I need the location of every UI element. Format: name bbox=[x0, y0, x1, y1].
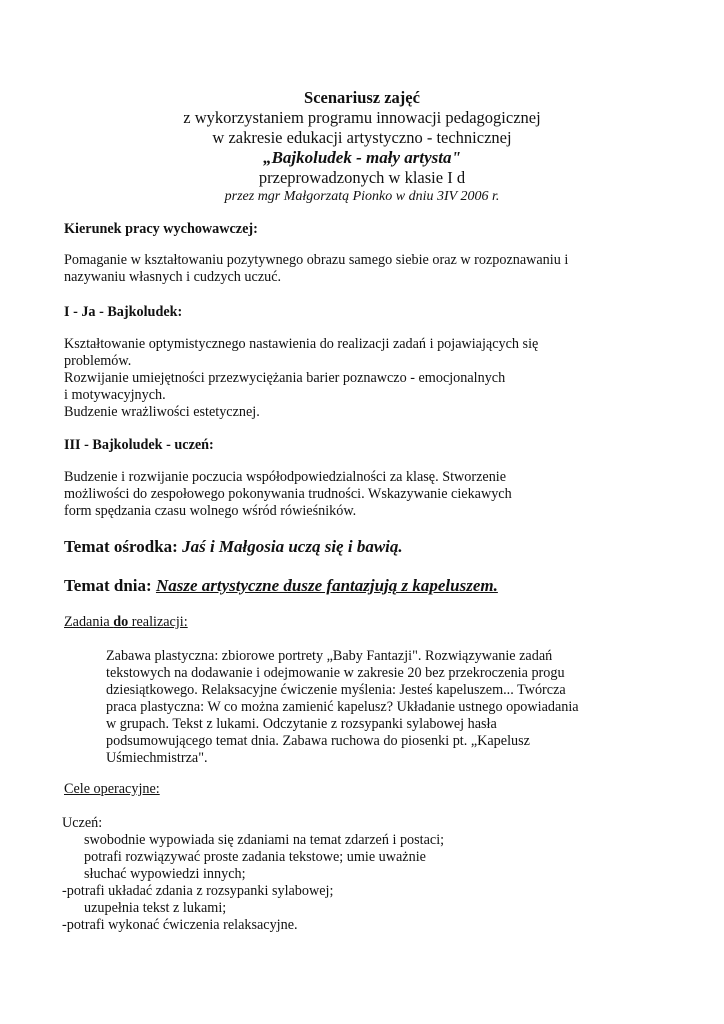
text-line: Pomaganie w kształtowaniu pozytywnego obrazu samego siebie oraz w rozpoznawaniu i bbox=[64, 252, 569, 268]
text-line: Uśmiechmistrza". bbox=[106, 750, 208, 766]
cele-item: -potrafi wykonać ćwiczenia relaksacyjne. bbox=[62, 917, 298, 933]
text-line: form spędzania czasu wolnego wśród rówieśników. bbox=[64, 503, 357, 519]
zadania-heading-post: realizacji: bbox=[128, 614, 188, 630]
text-line: Kształtowanie optymistycznego nastawienia do realizacji zadań i pojawiających się bbox=[64, 336, 539, 352]
temat-dnia-label: Temat dnia: bbox=[64, 576, 152, 595]
text-line: Budzenie wrażliwości estetycznej. bbox=[64, 404, 260, 420]
temat-dnia-value: Nasze artystyczne dusze fantazjują z kapeluszem. bbox=[155, 576, 498, 595]
section-heading-zadania bbox=[64, 614, 188, 631]
cele-intro: Uczeń: bbox=[62, 815, 103, 831]
text-line: dziesiątkowego. Relaksacyjne ćwiczenie myślenia: Jesteś kapeluszem... Twórcza bbox=[106, 682, 566, 698]
document-header bbox=[0, 88, 724, 206]
text-line: Budzenie i rozwijanie poczucia współodpowiedzialności za klasę. Stworzenie bbox=[64, 469, 507, 485]
section-heading-kierunek: Kierunek pracy wychowawczej: bbox=[64, 221, 258, 237]
text-line: nazywaniu własnych i cudzych uczuć. bbox=[64, 269, 282, 285]
zadania-heading-bold: do bbox=[113, 614, 129, 630]
section-body-cele bbox=[62, 815, 444, 934]
header-line-3: przeprowadzonych w klasie I d bbox=[258, 168, 466, 187]
temat-osrodka-value: Jaś i Małgosia uczą się i bawią. bbox=[182, 537, 403, 556]
text-line: Zabawa plastyczna: zbiorowe portrety „Baby Fantazji". Rozwiązywanie zadań bbox=[106, 648, 553, 664]
header-line-2: w zakresie edukacji artystyczno - technicznej bbox=[212, 128, 512, 147]
temat-osrodka-label: Temat ośrodka: bbox=[64, 537, 178, 556]
section-body-kierunek bbox=[64, 252, 568, 286]
temat-osrodka bbox=[64, 536, 403, 558]
section-heading-ja: I - Ja - Bajkoludek: bbox=[64, 304, 183, 320]
zadania-heading-pre: Zadania bbox=[64, 614, 114, 630]
header-line-1: z wykorzystaniem programu innowacji pedagogicznej bbox=[183, 108, 541, 127]
text-line: i motywacyjnych. bbox=[64, 387, 166, 403]
cele-item: -potrafi układać zdania z rozsypanki sylabowej; bbox=[62, 883, 334, 899]
cele-item: swobodnie wypowiada się zdaniami na temat zdarzeń i postaci; bbox=[84, 832, 445, 848]
text-line: podsumowującego temat dnia. Zabawa ruchowa do piosenki pt. „Kapelusz bbox=[106, 733, 530, 749]
text-line: możliwości do zespołowego pokonywania trudności. Wskazywanie ciekawych bbox=[64, 486, 512, 502]
section-body-uczen bbox=[64, 469, 512, 520]
section-heading-uczen: III - Bajkoludek - uczeń: bbox=[64, 437, 214, 453]
text-line: w grupach. Tekst z lukami. Odczytanie z rozsypanki sylabowej hasła bbox=[106, 716, 497, 732]
text-line: tekstowych na dodawanie i odejmowanie w zakresie 20 bez przekroczenia progu bbox=[106, 665, 565, 681]
text-line: praca plastyczna: W co można zamienić kapelusz? Układanie ustnego opowiadania bbox=[106, 699, 579, 715]
temat-dnia bbox=[64, 575, 498, 597]
section-body-ja bbox=[64, 336, 538, 421]
cele-item: słuchać wypowiedzi innych; bbox=[84, 866, 246, 882]
section-heading-cele: Cele operacyjne: bbox=[64, 781, 160, 797]
section-body-zadania bbox=[106, 648, 579, 767]
cele-item: uzupełnia tekst z lukami; bbox=[84, 900, 227, 916]
text-line: problemów. bbox=[64, 353, 132, 369]
program-title: „Bajkoludek - mały artysta" bbox=[263, 148, 461, 167]
author-line: przez mgr Małgorzatą Pionko w dniu 3IV 2006 r. bbox=[224, 189, 500, 204]
text-line: Rozwijanie umiejętności przezwyciężania barier poznawczo - emocjonalnych bbox=[64, 370, 506, 386]
cele-item: potrafi rozwiązywać proste zadania tekstowe; umie uważnie bbox=[84, 849, 426, 865]
document-title: Scenariusz zajęć bbox=[304, 88, 420, 107]
